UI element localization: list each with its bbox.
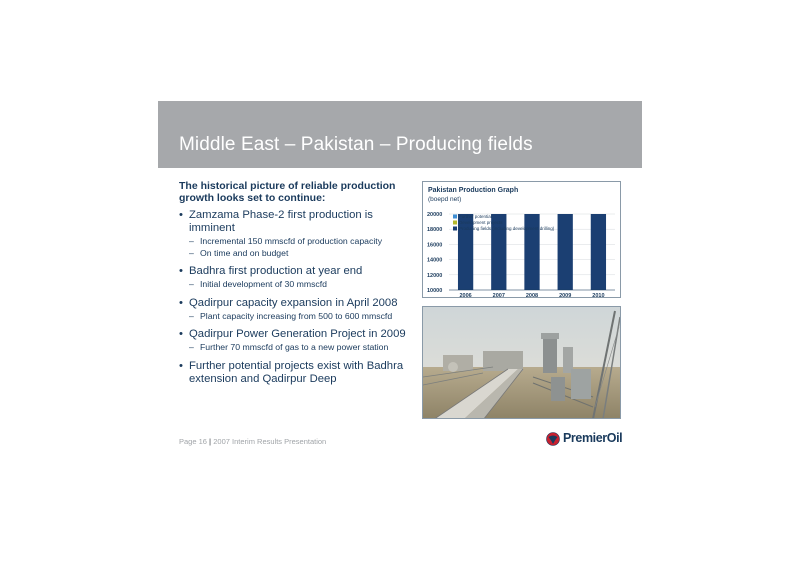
- x-tick-label: 2010: [592, 293, 605, 299]
- y-tick-label: 16000: [427, 242, 443, 249]
- footer-text: 2007 Interim Results Presentation: [213, 437, 327, 446]
- sub-list: [189, 236, 419, 259]
- bullet-list: [179, 209, 419, 386]
- y-tick-label: 20000: [427, 212, 443, 218]
- title-bar: [158, 101, 642, 168]
- chart-subtitle: (boepd net): [428, 196, 462, 203]
- bullet-text: Qadirpur Power Generation Project in 2009: [189, 328, 406, 340]
- slide: [158, 101, 642, 464]
- bullet-text: Zamzama Phase-2 first production is imminent: [189, 209, 373, 234]
- legend-swatch: [453, 227, 457, 231]
- x-tick-label: 2008: [525, 293, 539, 299]
- sub-list: [189, 279, 419, 291]
- legend-swatch: [453, 215, 457, 219]
- bullet-text: Further potential projects exist with Badhra extension and Qadirpur Deep: [189, 359, 404, 385]
- production-chart: [422, 181, 621, 298]
- bullet-text: Badhra first production at year end: [189, 265, 363, 277]
- sub-item: – Incremental 150 mmscfd of production capacity: [189, 236, 419, 248]
- x-tick-label: 2009: [559, 293, 572, 299]
- sub-item: – On time and on budget: [189, 248, 419, 260]
- sub-list: [189, 311, 419, 323]
- legend-swatch: [453, 221, 457, 225]
- bullet-item: [179, 209, 419, 259]
- chart-title: Pakistan Production Graph: [428, 187, 519, 194]
- bar-segment: [558, 214, 573, 290]
- y-tick-label: 14000: [427, 257, 443, 264]
- footer-separator: |: [209, 437, 212, 446]
- footer: [179, 437, 326, 446]
- sub-item: – Plant capacity increasing from 500 to 600 mmscfd: [189, 311, 419, 323]
- page-number: Page 16: [179, 437, 207, 446]
- bullet-item: [179, 360, 419, 386]
- bullet-item: [179, 265, 419, 291]
- x-tick-label: 2007: [492, 293, 505, 299]
- lead-text: The historical picture of reliable production growth looks set to continue:: [179, 180, 396, 204]
- sub-item: – Initial development of 30 mmscfd: [189, 279, 419, 291]
- chart-plot: [423, 182, 622, 299]
- y-tick-label: 10000: [427, 288, 443, 294]
- legend-label: Producing fields (including development drilling): [459, 226, 555, 231]
- logo-text: PremierOil: [563, 431, 623, 445]
- bar-segment: [591, 214, 606, 290]
- bullet-item: [179, 328, 419, 354]
- logo-globe-icon: [546, 432, 560, 446]
- sub-item: – Further 70 mmscfd of gas to a new power station: [189, 342, 419, 354]
- sub-list: [189, 342, 419, 354]
- y-tick-label: 12000: [427, 272, 443, 279]
- bullet-item: [179, 297, 419, 323]
- legend-label: Further potential: [459, 214, 492, 219]
- x-tick-label: 2006: [459, 293, 472, 299]
- gas-plant-photo: [422, 306, 621, 419]
- legend-label: Development projects: [459, 220, 503, 225]
- page-title: Middle East – Pakistan – Producing fields: [179, 134, 533, 155]
- y-tick-label: 18000: [427, 227, 443, 234]
- bullet-text: Qadirpur capacity expansion in April 2008: [189, 296, 398, 309]
